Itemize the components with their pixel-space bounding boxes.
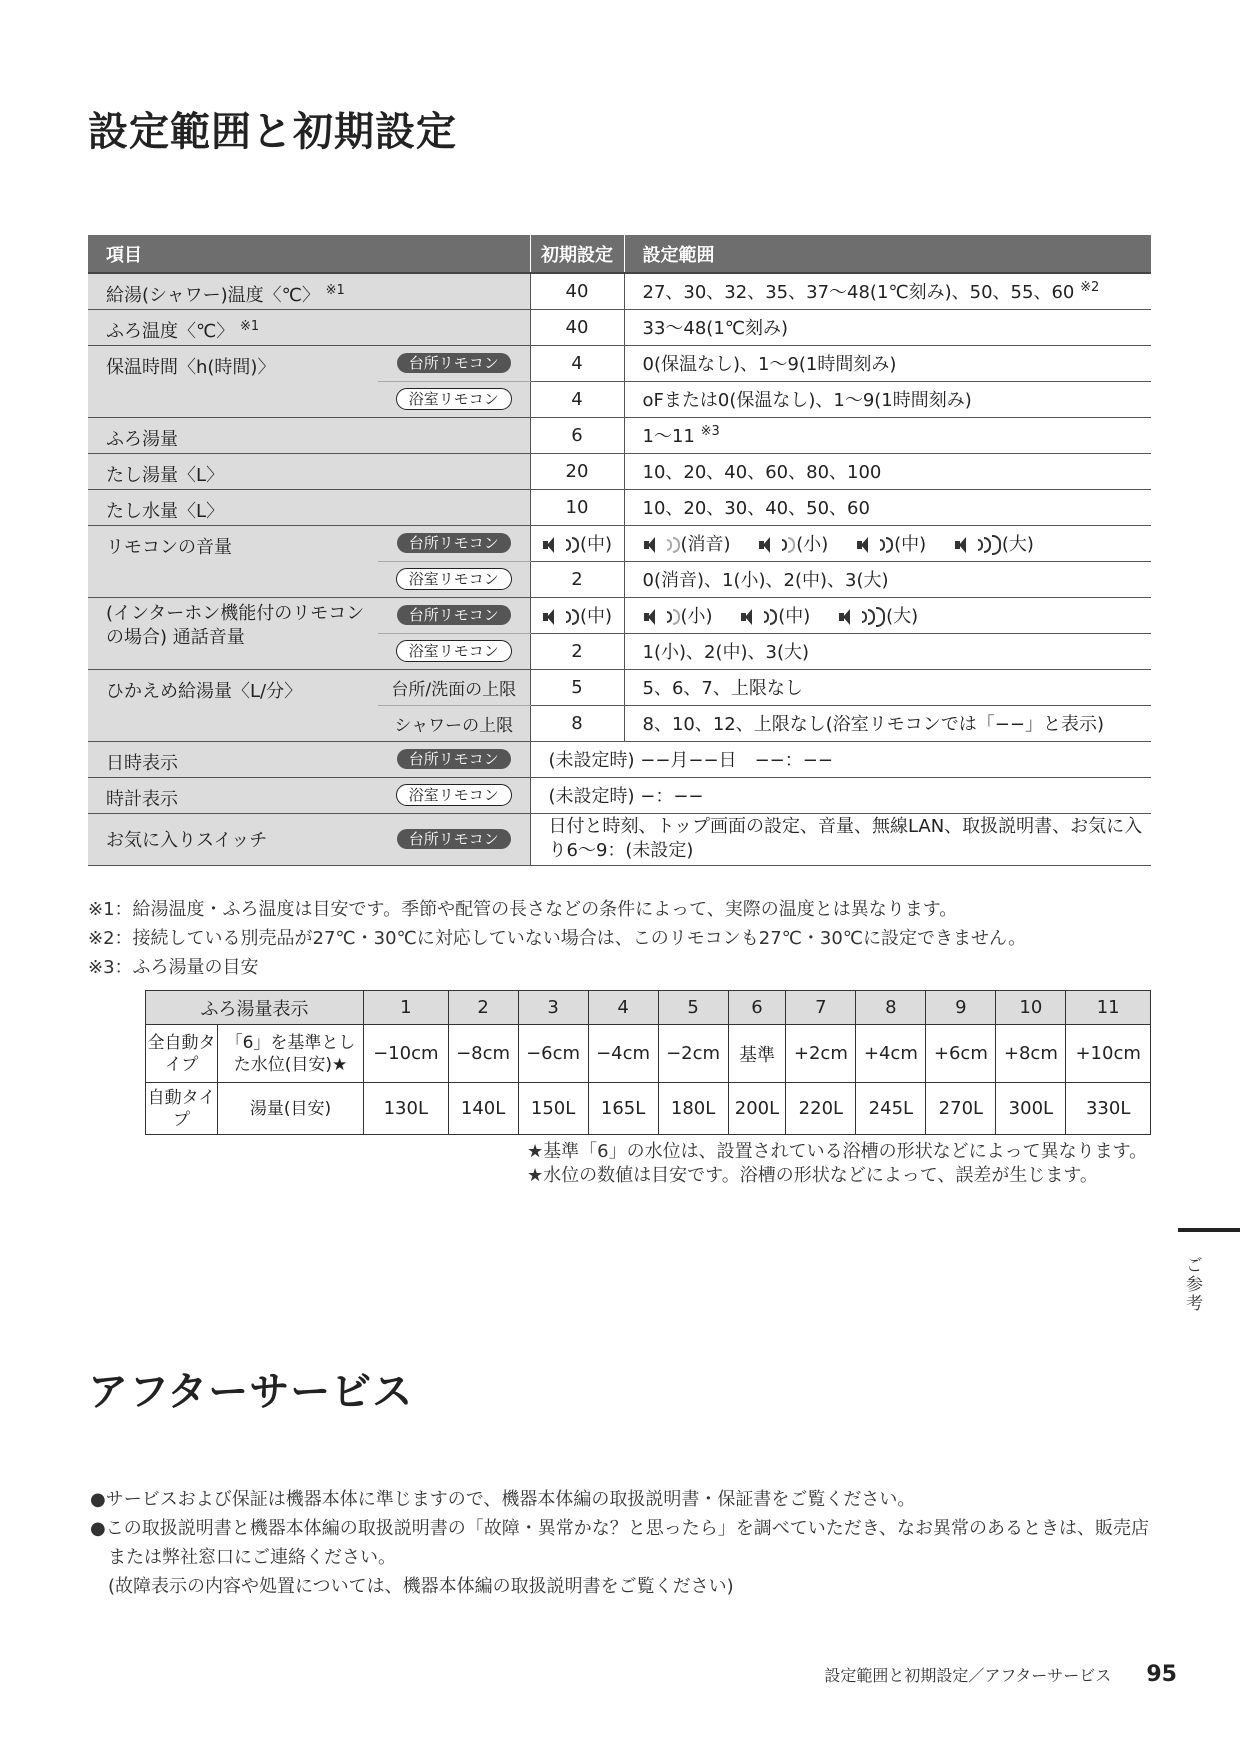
list-item-sub: (故障表示の内容や処置については、機器本体編の取扱説明書をご覧ください) [108, 1576, 734, 1597]
speaker-icon [542, 536, 564, 554]
bath-volume-table [145, 990, 1151, 1135]
header-label: ふろ湯量表示 [146, 991, 364, 1025]
value-cell: +2cm [786, 1025, 856, 1083]
range-cell: 1〜11 $^{※3}$ [624, 417, 1151, 453]
range-cell: 8、10、12、上限なし(浴室リモコンでは「−−」と表示) [624, 705, 1151, 741]
label-cell: 「6」を基準とした水位(目安)★ [218, 1025, 364, 1083]
level-cell: 7 [786, 991, 856, 1025]
value-cell: 300L [996, 1083, 1066, 1135]
init-cell: 8 [530, 705, 624, 741]
level-cell: 10 [996, 991, 1066, 1025]
level-cell: 1 [364, 991, 449, 1025]
range-cell [624, 525, 1151, 561]
bath-remote-badge: 浴室リモコン [396, 388, 512, 410]
value-cell: −4cm [588, 1025, 658, 1083]
sub-cell [378, 561, 530, 597]
sub-cell [378, 741, 530, 777]
type-cell: 全自動タイプ [146, 1025, 218, 1083]
table-row [88, 309, 1151, 345]
range-cell: 10、20、40、60、80、100 [624, 453, 1151, 489]
side-tab-label: ご参考 [1182, 1256, 1202, 1313]
item-cell: 給湯(シャワー)温度〈℃〉 $^{※1}$ [88, 273, 530, 309]
item-cell: 時計表示 [88, 777, 378, 813]
header-range: 設定範囲 [624, 235, 1151, 273]
sub-cell [378, 813, 530, 865]
sound-wave-icon [566, 539, 571, 551]
page-title: 設定範囲と初期設定 [88, 109, 457, 155]
footnote-2: ※2：接続している別売品が27℃・30℃に対応していない場合は、このリモコンも27℃・30℃に設定できません。 [88, 928, 1027, 949]
sound-wave-icon [673, 537, 680, 553]
table-row [88, 345, 1151, 381]
sound-wave-icon [886, 537, 893, 553]
speaker-icon [643, 608, 665, 626]
level-cell: 5 [658, 991, 728, 1025]
star-note-1: ★基準「6」の水位は、設置されている浴槽の形状などによって異なります。 [527, 1141, 1148, 1162]
section-title: アフターサービス [88, 1369, 414, 1415]
value-cell: +8cm [996, 1025, 1066, 1083]
sound-wave-icon [862, 611, 867, 623]
speaker-icon [643, 536, 665, 554]
table-row [88, 273, 1151, 309]
value-cell: +10cm [1066, 1025, 1151, 1083]
table-header-row [88, 235, 1151, 273]
value-cell: −10cm [364, 1025, 449, 1083]
level-cell: 4 [588, 991, 658, 1025]
value-cell: 220L [786, 1083, 856, 1135]
init-cell: 2 [530, 633, 624, 669]
value-cell: 165L [588, 1083, 658, 1135]
sound-wave-icon [876, 607, 885, 627]
volume-mid: (中) [856, 534, 926, 555]
sound-wave-icon [788, 537, 795, 553]
table-row [88, 741, 1151, 777]
sub-cell [378, 345, 530, 381]
type-cell: 自動タイプ [146, 1083, 218, 1135]
bath-remote-badge: 浴室リモコン [396, 640, 512, 662]
init-cell: 4 [530, 345, 624, 381]
table-row [88, 417, 1151, 453]
item-cell: たし湯量〈L〉 [88, 453, 530, 489]
page-footer [824, 1662, 1177, 1687]
table-row [88, 489, 1151, 525]
sub-cell [378, 525, 530, 561]
bath-remote-badge: 浴室リモコン [396, 784, 512, 806]
value-cell: −8cm [448, 1025, 518, 1083]
sound-wave-icon [880, 539, 885, 551]
kitchen-remote-badge: 台所リモコン [397, 533, 511, 553]
value-cell: +4cm [856, 1025, 926, 1083]
sub-cell [378, 597, 530, 633]
table-row [88, 777, 1151, 813]
range-cell: 5、6、7、上限なし [624, 669, 1151, 705]
service-list [90, 1485, 1160, 1601]
range-cell: 27、30、32、35、37〜48(1℃刻み)、50、55、60 $^{※2}$ [624, 273, 1151, 309]
value-cell: 130L [364, 1083, 449, 1135]
speaker-icon [758, 536, 780, 554]
level-cell: 6 [728, 991, 786, 1025]
item-cell: リモコンの音量 [88, 525, 378, 597]
init-cell: 2 [530, 561, 624, 597]
init-cell: 5 [530, 669, 624, 705]
init-cell: 10 [530, 489, 624, 525]
item-cell: お気に入りスイッチ [88, 813, 378, 865]
range-cell: oFまたは0(保温なし)、1〜9(1時間刻み) [624, 381, 1151, 417]
header-init: 初期設定 [530, 235, 624, 273]
speaker-icon [838, 608, 860, 626]
init-cell: 4 [530, 381, 624, 417]
footer-text: 設定範囲と初期設定／アフターサービス [824, 1666, 1112, 1685]
level-cell: 11 [1066, 991, 1151, 1025]
volume-high: (大) [954, 534, 1034, 555]
item-cell: (インターホン機能付のリモコンの場合) 通話音量 [88, 597, 378, 669]
value-cell: 日付と時刻、トップ画面の設定、音量、無線LAN、取扱説明書、お気に入り6〜9：(未設定) [530, 813, 1151, 865]
footnotes [88, 895, 1026, 982]
table-header-row [146, 991, 1151, 1025]
table-row [88, 453, 1151, 489]
item-cell: ふろ湯量 [88, 417, 530, 453]
init-cell: (中) [530, 597, 624, 633]
table-row [88, 813, 1151, 865]
kitchen-remote-badge: 台所リモコン [397, 605, 511, 625]
sound-wave-icon [764, 611, 769, 623]
range-cell: 33〜48(1℃刻み) [624, 309, 1151, 345]
value-cell: 基準 [728, 1025, 786, 1083]
value-cell: −6cm [518, 1025, 588, 1083]
sound-wave-icon [673, 609, 680, 625]
item-cell: たし水量〈L〉 [88, 489, 530, 525]
header-item: 項目 [88, 235, 530, 273]
item-cell: 保温時間〈h(時間)〉 [88, 345, 378, 417]
sound-wave-icon [572, 609, 579, 625]
sound-wave-icon [667, 539, 672, 551]
level-cell: 3 [518, 991, 588, 1025]
range-cell: 10、20、30、40、50、60 [624, 489, 1151, 525]
page-number: 95 [1146, 1662, 1177, 1687]
range-cell: 1(小)、2(中)、3(大) [624, 633, 1151, 669]
table-row [88, 525, 1151, 561]
init-cell: 40 [530, 273, 624, 309]
sub-cell [378, 381, 530, 417]
table-row [146, 1083, 1151, 1135]
sound-wave-icon [667, 611, 672, 623]
sound-wave-icon [782, 539, 787, 551]
star-note-2: ★水位の数値は目安です。浴槽の形状などによって、誤差が生じます。 [527, 1165, 1098, 1186]
value-cell: (未設定時) −：−− [530, 777, 1151, 813]
kitchen-remote-badge: 台所リモコン [397, 829, 511, 849]
value-cell: (未設定時) −−月−−日 −−：−− [530, 741, 1151, 777]
volume-mute: (消音) [643, 534, 731, 555]
footnote-1: ※1：給湯温度・ふろ温度は目安です。季節や配管の長さなどの条件によって、実際の温度とは異なります。 [88, 899, 958, 920]
table-row [88, 669, 1151, 705]
table-row [88, 597, 1151, 633]
range-cell: 0(消音)、1(小)、2(中)、3(大) [624, 561, 1151, 597]
init-cell: (中) [530, 525, 624, 561]
value-cell: +6cm [926, 1025, 996, 1083]
value-cell: 200L [728, 1083, 786, 1135]
item-cell: 日時表示 [88, 741, 378, 777]
bath-remote-badge: 浴室リモコン [396, 568, 512, 590]
sub-cell [378, 777, 530, 813]
list-item: ●この取扱説明書と機器本体編の取扱説明書の「故障・異常かな？と思ったら」を調べていただき、なお異常のあるときは、販売店または弊社窓口にご連絡ください。 [90, 1518, 1149, 1568]
init-cell: 6 [530, 417, 624, 453]
volume-low: (小) [758, 534, 828, 555]
value-cell: 140L [448, 1083, 518, 1135]
level-cell: 2 [448, 991, 518, 1025]
value-cell: 245L [856, 1083, 926, 1135]
level-cell: 8 [856, 991, 926, 1025]
init-cell: 40 [530, 309, 624, 345]
sub-cell: 台所/洗面の上限 [378, 669, 530, 705]
value-cell: 270L [926, 1083, 996, 1135]
footnote-3: ※3：ふろ湯量の目安 [88, 957, 259, 978]
speaker-icon [856, 536, 878, 554]
level-cell: 9 [926, 991, 996, 1025]
sound-wave-icon [992, 535, 1001, 555]
volume-high: (大) [838, 606, 918, 627]
item-cell: ひかえめ給湯量〈L/分〉 [88, 669, 378, 741]
value-cell: 150L [518, 1083, 588, 1135]
value-cell: −2cm [658, 1025, 728, 1083]
kitchen-remote-badge: 台所リモコン [397, 353, 511, 373]
label-cell: 湯量(目安) [218, 1083, 364, 1135]
sound-wave-icon [984, 537, 991, 553]
init-cell: 20 [530, 453, 624, 489]
speaker-icon [954, 536, 976, 554]
volume-low: (小) [643, 606, 713, 627]
sub-cell [378, 633, 530, 669]
value-cell: 330L [1066, 1083, 1151, 1135]
range-cell [624, 597, 1151, 633]
value-cell: 180L [658, 1083, 728, 1135]
sound-wave-icon [572, 537, 579, 553]
sub-cell: シャワーの上限 [378, 705, 530, 741]
table-row [146, 1025, 1151, 1083]
list-item: ●サービスおよび保証は機器本体に準じますので、機器本体編の取扱説明書・保証書をご覧ください。 [90, 1489, 916, 1510]
side-tab-bar [1178, 1228, 1240, 1232]
sound-wave-icon [566, 611, 571, 623]
star-notes [527, 1140, 1147, 1188]
sound-wave-icon [770, 609, 777, 625]
sound-wave-icon [978, 539, 983, 551]
volume-mid: (中) [740, 606, 810, 627]
speaker-icon [740, 608, 762, 626]
sound-wave-icon [868, 609, 875, 625]
kitchen-remote-badge: 台所リモコン [397, 749, 511, 769]
item-cell: ふろ温度〈℃〉 $^{※1}$ [88, 309, 530, 345]
settings-table [88, 235, 1151, 866]
range-cell: 0(保温なし)、1〜9(1時間刻み) [624, 345, 1151, 381]
speaker-icon [542, 608, 564, 626]
